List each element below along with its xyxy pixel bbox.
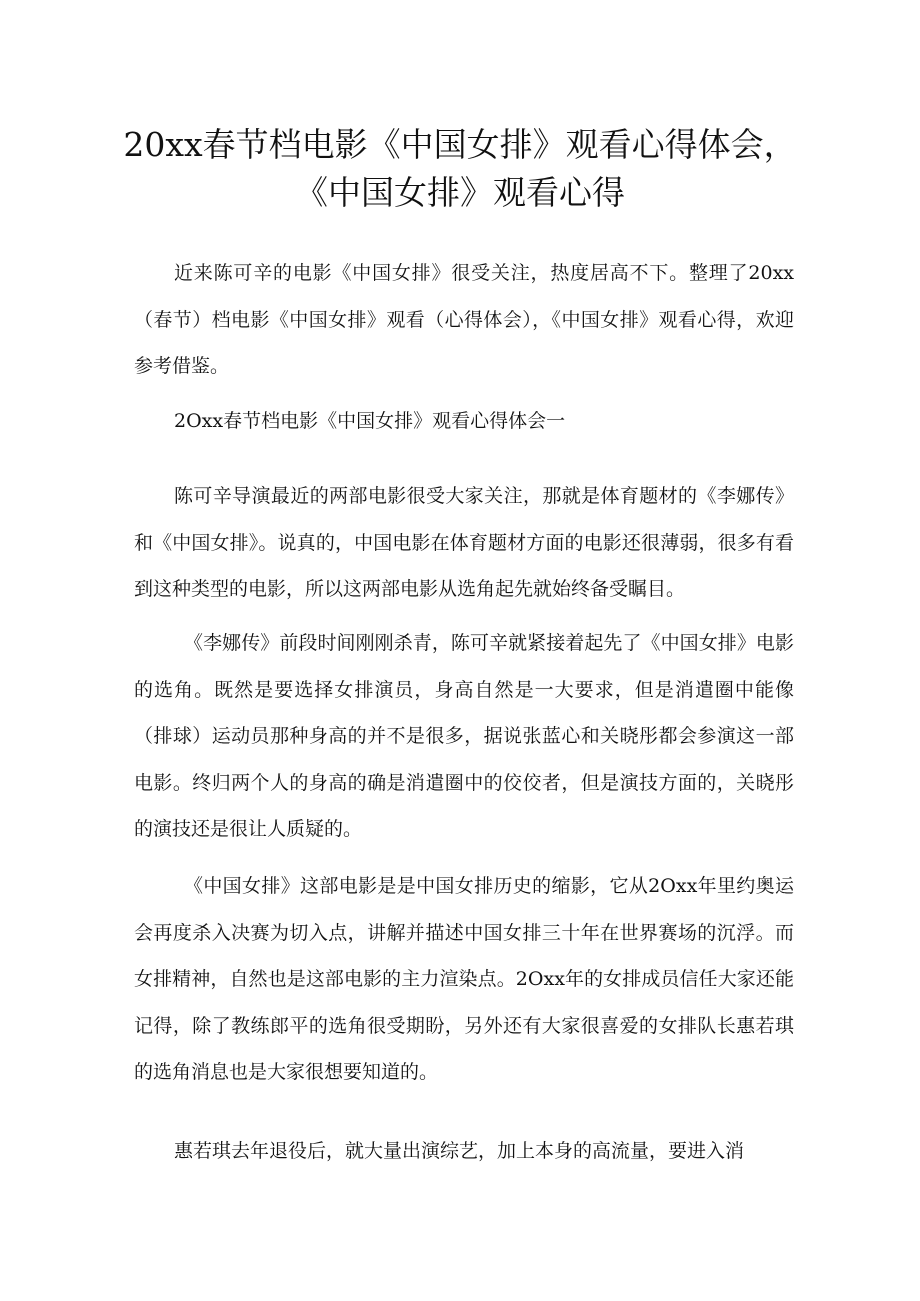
intro-paragraph: 近来陈可辛的电影《中国女排》很受关注，热度居高不下。整理了20xx（春节）档电影《中国女排》观看（心得体会），《中国女排》观看心得，欢迎参考借鉴。: [134, 262, 794, 377]
body-paragraph: 《李娜传》前段时间刚刚杀青，陈可辛就紧接着起先了《中国女排》电影的选角。既然是要选择女排演员，身高自然是一大要求，但是消遣圈中能像（排球）运动员那种身高的并不是很多，据说张蓝心和关晓彤都会参演这一部电影。终归两个人的身高的确是消遣圈中的佼佼者，但是演技方面的，关晓彤的演技还是很让人质疑的。: [134, 632, 794, 840]
body-paragraph: 《中国女排》这部电影是是中国女排历史的缩影，它从2Oxx年里约奥运会再度杀入决赛为切入点，讲解并描述中国女排三十年在世界赛场的沉浮。而女排精神，自然也是这部电影的主力渲染点。2Oxx年的女排成员信任大家还能记得，除了教练郎平的选角很受期盼，另外还有大家很喜爱的女排队长惠若琪的选角消息也是大家很想要知道的。: [134, 875, 794, 1083]
body-paragraph: 陈可辛导演最近的两部电影很受大家关注，那就是体育题材的《李娜传》和《中国女排》。说真的，中国电影在体育题材方面的电影还很薄弱，很多有看到这种类型的电影，所以这两部电影从选角起先就始终备受瞩目。: [134, 485, 794, 600]
body-paragraph-truncated: 惠若琪去年退役后，就大量出演综艺，加上本身的高流量，要进入消: [174, 1140, 745, 1162]
section-subheading: 2Oxx春节档电影《中国女排》观看心得体会一: [174, 410, 566, 432]
document-title-line-1: 20xx春节档电影《中国女排》观看心得体会，: [123, 125, 797, 164]
document-title-line-2: 《中国女排》观看心得: [295, 173, 625, 212]
